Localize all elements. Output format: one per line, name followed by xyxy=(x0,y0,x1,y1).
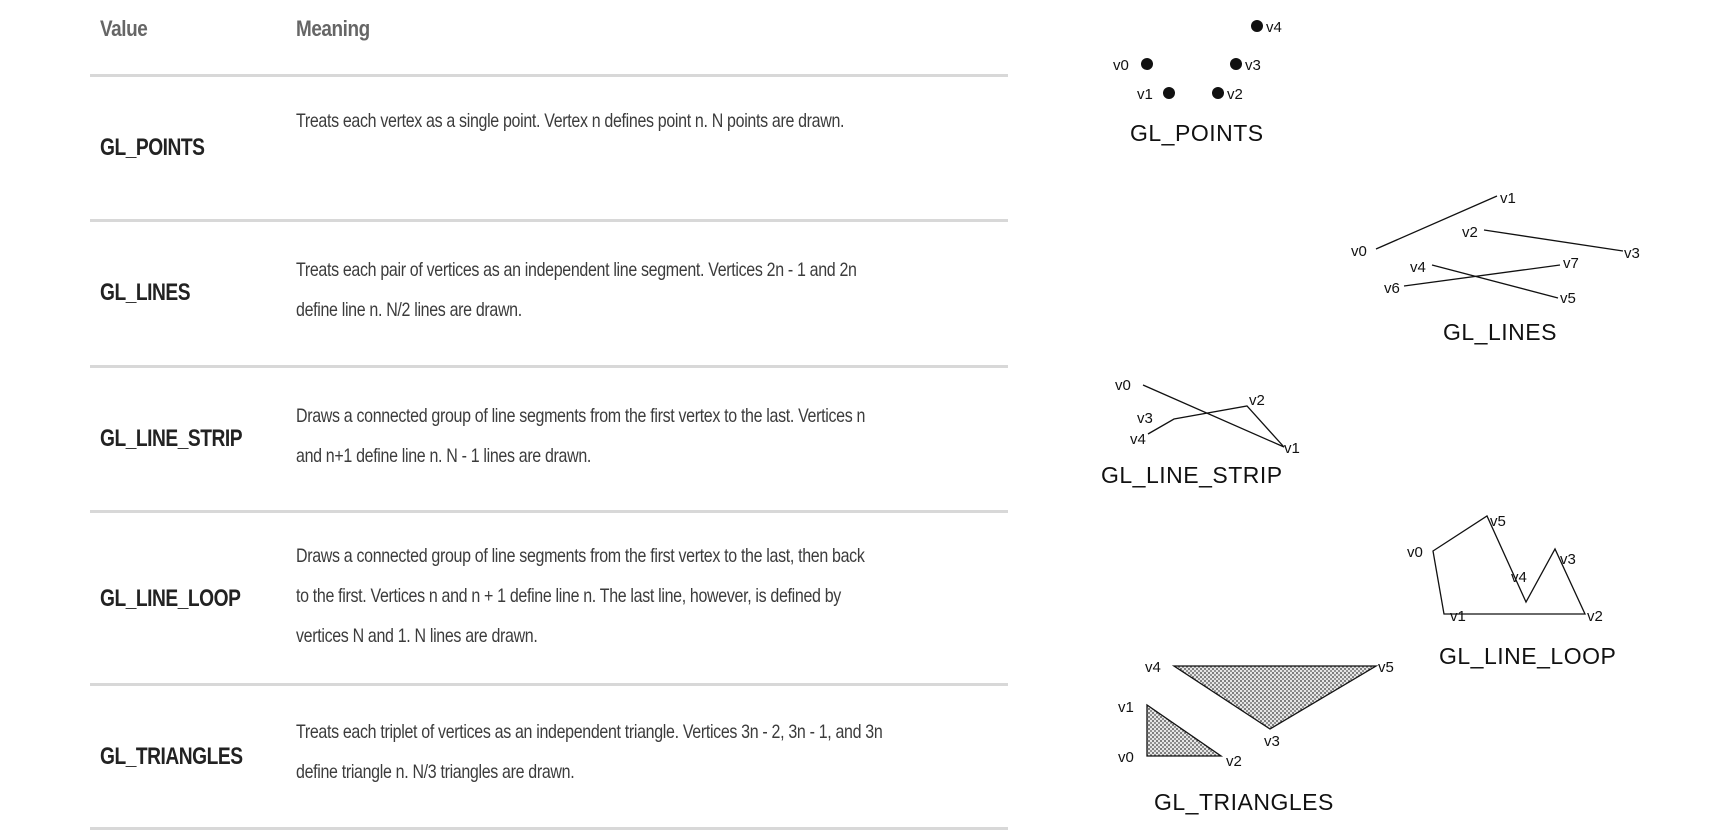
vertex-label: v0 xyxy=(1118,749,1134,766)
diagram-caption: GL_LINES xyxy=(1443,319,1557,345)
row-value: GL_LINE_STRIP xyxy=(100,425,243,452)
vertex-dot xyxy=(1212,87,1224,99)
vertex-label: v4 xyxy=(1130,431,1146,448)
vertex-label: v3 xyxy=(1560,551,1576,568)
row-meaning xyxy=(296,396,1018,476)
vertex-dot xyxy=(1163,87,1175,99)
triangles-labels xyxy=(1118,659,1394,815)
vertex-label: v7 xyxy=(1563,255,1579,272)
meaning-line: and n+1 define line n. N - 1 lines are drawn. xyxy=(296,445,592,467)
row-meaning xyxy=(296,101,1018,141)
vertex-label: v4 xyxy=(1266,19,1282,36)
header-value: Value xyxy=(100,16,148,41)
vertex-label: v2 xyxy=(1226,753,1242,770)
line-strip-labels xyxy=(1101,377,1300,488)
lines-diagram xyxy=(1376,196,1623,298)
diagram-caption: GL_TRIANGLES xyxy=(1154,789,1334,815)
row-meaning xyxy=(296,712,1018,792)
diagram-caption: GL_POINTS xyxy=(1130,120,1264,146)
meaning-line: define line n. N/2 lines are drawn. xyxy=(296,299,522,321)
table-row xyxy=(90,222,1008,365)
row-value: GL_LINE_LOOP xyxy=(100,585,241,612)
vertex-dot xyxy=(1230,58,1242,70)
line-loop-diagram xyxy=(1433,516,1585,614)
meaning-line: Draws a connected group of line segments from the first vertex to the last, then back xyxy=(296,545,865,567)
vertex-label: v0 xyxy=(1113,57,1129,74)
points-diagram xyxy=(1113,19,1282,146)
diagram-caption: GL_LINE_STRIP xyxy=(1101,462,1283,488)
line-strip-diagram xyxy=(1143,385,1284,447)
table-row xyxy=(90,368,1008,511)
header-meaning: Meaning xyxy=(296,16,370,41)
meaning-line: Treats each triplet of vertices as an independent triangle. Vertices 3n - 2, 3n - 1, and 3n xyxy=(296,721,883,743)
row-value: GL_POINTS xyxy=(100,134,205,161)
meaning-line: Draws a connected group of line segments from the first vertex to the last. Vertices n xyxy=(296,405,866,427)
row-value: GL_TRIANGLES xyxy=(100,743,243,770)
lines-labels xyxy=(1351,190,1640,345)
table-header xyxy=(90,16,1008,74)
vertex-label: v2 xyxy=(1227,86,1243,103)
meaning-line: vertices N and 1. N lines are drawn. xyxy=(296,625,538,647)
vertex-label: v3 xyxy=(1137,410,1153,427)
vertex-dot xyxy=(1251,20,1263,32)
meaning-line: to the first. Vertices n and n + 1 define line n. The last line, however, is defined by xyxy=(296,585,841,607)
vertex-label: v4 xyxy=(1410,259,1426,276)
row-meaning xyxy=(296,536,1018,656)
row-value: GL_LINES xyxy=(100,279,191,306)
vertex-label: v3 xyxy=(1624,245,1640,262)
triangle-shape xyxy=(1147,705,1221,756)
vertex-label: v0 xyxy=(1115,377,1131,394)
vertex-label: v1 xyxy=(1137,86,1153,103)
vertex-label: v5 xyxy=(1560,290,1576,307)
meaning-line: define triangle n. N/3 triangles are drawn. xyxy=(296,761,575,783)
row-meaning xyxy=(296,250,1018,330)
vertex-label: v5 xyxy=(1490,513,1506,530)
line-loop-labels xyxy=(1407,513,1616,669)
vertex-label: v1 xyxy=(1118,699,1134,716)
vertex-label: v4 xyxy=(1511,569,1527,586)
diagram-caption: GL_LINE_LOOP xyxy=(1439,643,1617,669)
vertex-label: v4 xyxy=(1145,659,1161,676)
triangles-diagram xyxy=(1147,666,1376,756)
vertex-dot xyxy=(1141,58,1153,70)
vertex-label: v2 xyxy=(1462,224,1478,241)
table-row xyxy=(90,686,1008,826)
table-row xyxy=(90,513,1008,683)
vertex-label: v6 xyxy=(1384,280,1400,297)
vertex-label: v3 xyxy=(1264,733,1280,750)
vertex-label: v1 xyxy=(1284,440,1300,457)
vertex-label: v5 xyxy=(1378,659,1394,676)
vertex-label: v1 xyxy=(1500,190,1516,207)
meaning-line: Treats each pair of vertices as an independent line segment. Vertices 2n - 1 and 2n xyxy=(296,259,857,281)
vertex-label: v2 xyxy=(1249,392,1265,409)
table-divider xyxy=(90,827,1008,830)
vertex-label: v2 xyxy=(1587,608,1603,625)
vertex-label: v3 xyxy=(1245,57,1261,74)
vertex-label: v0 xyxy=(1407,544,1423,561)
triangle-shape xyxy=(1174,666,1376,729)
table-row xyxy=(90,77,1008,220)
meaning-line: Treats each vertex as a single point. Vertex n defines point n. N points are drawn. xyxy=(296,110,845,132)
vertex-label: v0 xyxy=(1351,243,1367,260)
vertex-label: v1 xyxy=(1450,608,1466,625)
